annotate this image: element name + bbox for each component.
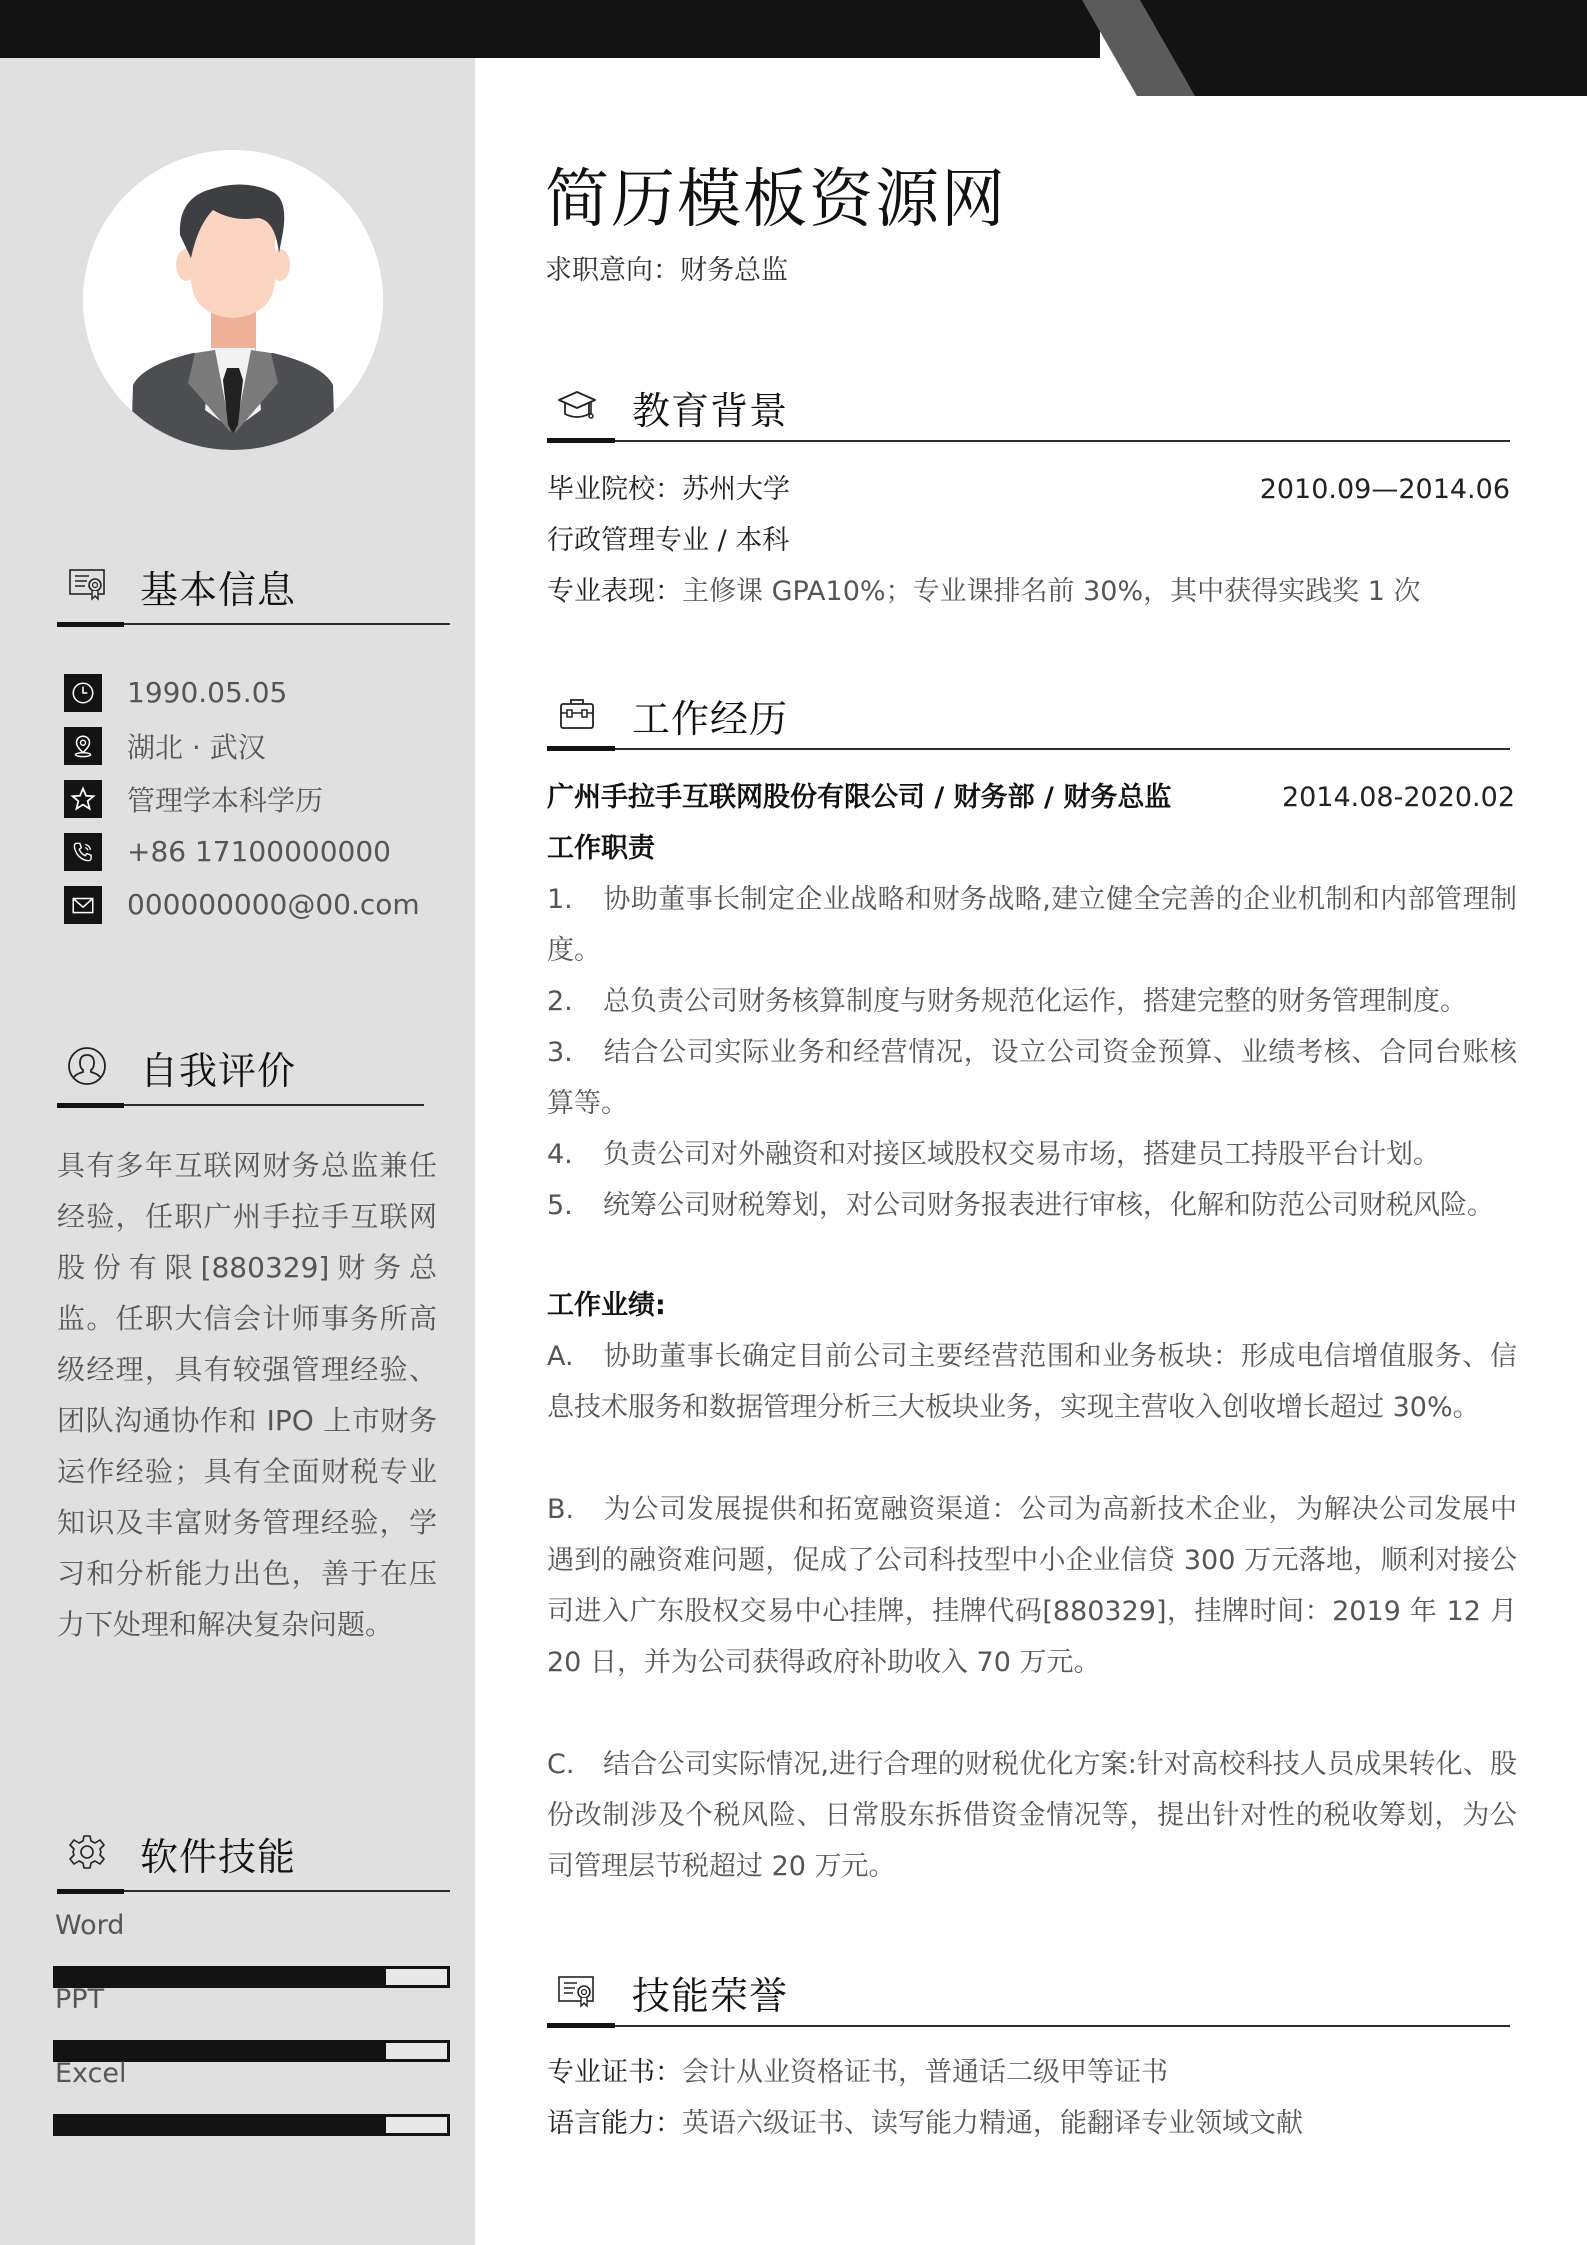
work-duties-list bbox=[547, 874, 1517, 1231]
section-title: 软件技能 bbox=[140, 1835, 297, 1879]
mail-icon bbox=[64, 886, 102, 924]
info-location: 湖北 · 武汉 bbox=[64, 719, 420, 772]
skills-list bbox=[53, 1910, 450, 2132]
education-performance: 专业表现：主修课 GPA10%；专业课排名前 30%，其中获得实践奖 1 次 bbox=[547, 576, 1421, 607]
duty-item: 2. 总负责公司财务核算制度与财务规范化运作，搭建完整的财务管理制度。 bbox=[547, 986, 1467, 1017]
job-intent: 求职意向：财务总监 bbox=[545, 255, 788, 286]
info-birthdate: 1990.05.05 bbox=[64, 666, 420, 719]
self-eval-text: 具有多年互联网财务总监兼任经验，任职广州手拉手互联网股份有限[880329]财务总监。任职大信会计师事务所高级经理，具有较强管理经验、团队沟通协作和 IPO 上市财务运作经验；具有全面财税专业知识及丰富财务管理经验，学习和分析能力出色，善于在压力下处理和解决复杂问题。 bbox=[57, 1149, 437, 1641]
gear-icon bbox=[67, 1832, 107, 1872]
heading-rule bbox=[547, 440, 1510, 442]
duty-item: 5. 统筹公司财税筹划，对公司财务报表进行审核，化解和防范公司财税风险。 bbox=[547, 1190, 1494, 1221]
briefcase-icon bbox=[555, 694, 599, 734]
skill-ppt: PPT bbox=[53, 1984, 450, 2058]
honors-language: 语言能力：英语六级证书、读写能力精通，能翻译专业领域文献 bbox=[547, 2108, 1303, 2139]
certificate-icon bbox=[67, 565, 107, 605]
info-email: 000000000@00.com bbox=[64, 878, 420, 931]
honors-heading bbox=[547, 1965, 1510, 2027]
user-icon bbox=[67, 1046, 107, 1086]
self-eval-heading bbox=[57, 1036, 450, 1106]
education-period: 2010.09—2014.06 bbox=[1259, 474, 1510, 505]
location-pin-icon bbox=[64, 727, 102, 765]
heading-rule-accent bbox=[57, 1889, 124, 1894]
honors-certificates: 专业证书：会计从业资格证书，普通话二级甲等证书 bbox=[547, 2057, 1168, 2088]
section-title: 教育背景 bbox=[632, 389, 789, 433]
skill-word: Word bbox=[53, 1910, 450, 1984]
person-avatar-icon bbox=[83, 150, 383, 450]
heading-rule-accent bbox=[547, 2023, 615, 2028]
basic-info-list bbox=[64, 666, 420, 931]
skill-excel: Excel bbox=[53, 2058, 450, 2132]
basic-info-heading bbox=[57, 555, 450, 625]
info-phone: +86 17100000000 bbox=[64, 825, 420, 878]
work-period: 2014.08-2020.02 bbox=[1281, 782, 1515, 813]
star-icon bbox=[64, 780, 102, 818]
graduation-cap-icon bbox=[555, 386, 599, 426]
education-major: 行政管理专业 / 本科 bbox=[547, 525, 790, 556]
section-title: 自我评价 bbox=[140, 1049, 297, 1093]
candidate-name: 简历模板资源网 bbox=[545, 163, 1007, 237]
software-skills-heading bbox=[57, 1822, 450, 1892]
avatar bbox=[83, 150, 383, 450]
education-school-row: 毕业院校：苏州大学 2010.09—2014.06 bbox=[547, 464, 1510, 515]
phone-icon bbox=[64, 833, 102, 871]
heading-rule bbox=[547, 2025, 1510, 2027]
achievement-item: A. 协助董事长确定目前公司主要经营范围和业务板块：形成电信增值服务、信息技术服务和数据管理分析三大板块业务，实现主营收入创收增长超过 30%。 bbox=[547, 1341, 1517, 1423]
skill-progress-bar bbox=[53, 2114, 450, 2136]
heading-rule bbox=[547, 748, 1510, 750]
duty-item: 4. 负责公司对外融资和对接区域股权交易市场，搭建员工持股平台计划。 bbox=[547, 1139, 1440, 1170]
heading-rule-accent bbox=[57, 622, 124, 627]
work-company-row: 广州手拉手互联网股份有限公司 / 财务部 / 财务总监 2014.08-2020.02 bbox=[547, 772, 1510, 823]
achievement-item: B. 为公司发展提供和拓宽融资渠道：公司为高新技术企业，为解决公司发展中遇到的融资难问题，促成了公司科技型中小企业信贷 300 万元落地，顺利对接公司进入广东股权交易中心挂牌，挂牌代码[880329]，挂牌时间：2019 年 12 月 20 日，并为公司获得政府补助收入 70 万元。 bbox=[547, 1494, 1517, 1678]
duty-item: 1. 协助董事长制定企业战略和财务战略,建立健全完善的企业机制和内部管理制度。 bbox=[547, 884, 1517, 966]
section-title: 工作经历 bbox=[632, 697, 789, 741]
heading-rule-accent bbox=[547, 746, 615, 751]
section-title: 技能荣誉 bbox=[632, 1974, 789, 2018]
work-achievements-list bbox=[547, 1331, 1517, 1892]
heading-rule-accent bbox=[547, 438, 615, 443]
section-title: 基本信息 bbox=[140, 568, 297, 612]
heading-rule-accent bbox=[57, 1103, 124, 1108]
achievement-item: C. 结合公司实际情况,进行合理的财税优化方案:针对高校科技人员成果转化、股份改制涉及个税风险、日常股东拆借资金情况等，提出针对性的税收筹划，为公司管理层节税超过 20 万元。 bbox=[547, 1749, 1517, 1882]
certificate-icon bbox=[555, 1971, 599, 2011]
clock-icon bbox=[64, 674, 102, 712]
work-achievements-title: 工作业绩: bbox=[547, 1290, 666, 1321]
duty-item: 3. 结合公司实际业务和经营情况，设立公司资金预算、业绩考核、合同台账核算等。 bbox=[547, 1037, 1517, 1119]
work-heading bbox=[547, 688, 1510, 750]
work-duties-title: 工作职责 bbox=[547, 833, 655, 864]
education-heading bbox=[547, 380, 1510, 442]
info-education: 管理学本科学历 bbox=[64, 772, 420, 825]
